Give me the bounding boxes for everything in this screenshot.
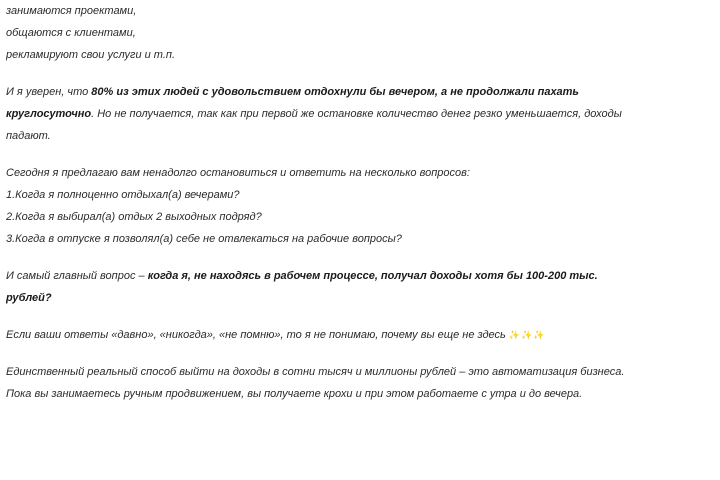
closing-line: Пока вы занимаетесь ручным продвижением, вы получаете крохи и при этом работаете с утра и до вечера. <box>6 388 583 400</box>
list-item: занимаются проектами, <box>6 5 137 17</box>
answers-paragraph <box>6 324 702 346</box>
list-item: общаются с клиентами, <box>6 27 136 39</box>
question-item: 2.Когда я выбирал(а) отдых 2 выходных подряд? <box>6 211 262 223</box>
answers-text: Если ваши ответы «давно», «никогда», «не помню», то я не понимаю, почему вы еще не здесь <box>6 329 506 341</box>
main-question-block <box>6 265 702 309</box>
question-item: 1.Когда я полноценно отдыхал(а) вечерами? <box>6 189 240 201</box>
main-question-prefix: И самый главный вопрос – <box>6 270 148 282</box>
main-question-bold: когда я, не находясь в рабочем процессе, получал доходы хотя бы 100-200 тыс. <box>147 270 598 282</box>
main-question-bold: рублей? <box>6 292 52 304</box>
paragraph-text: падают. <box>6 130 51 142</box>
bold-statement: 80% из этих людей с удовольствием отдохнули бы вечером, а не продолжали пахать <box>91 86 579 98</box>
paragraph-text: . Но не получается, так как при первой же остановке количество денег резко уменьшается, доходы <box>91 108 622 120</box>
questions-block <box>6 162 702 250</box>
question-item: 3.Когда в отпуске я позволял(а) себе не отвлекаться на рабочие вопросы? <box>6 233 402 245</box>
list-item: рекламируют свои услуги и т.п. <box>6 49 176 61</box>
closing-block <box>6 361 702 405</box>
bold-statement: круглосуточно <box>6 108 92 120</box>
sparkles-icon: ✨✨✨ <box>508 330 546 340</box>
closing-line: Единственный реальный способ выйти на доходы в сотни тысяч и миллионы рублей – это автоматизация бизнеса. <box>6 366 625 378</box>
paragraph-text: И я уверен, что <box>6 86 92 98</box>
questions-intro: Сегодня я предлагаю вам ненадолго остановиться и ответить на несколько вопросов: <box>6 167 470 179</box>
paragraph-profits <box>6 81 702 147</box>
